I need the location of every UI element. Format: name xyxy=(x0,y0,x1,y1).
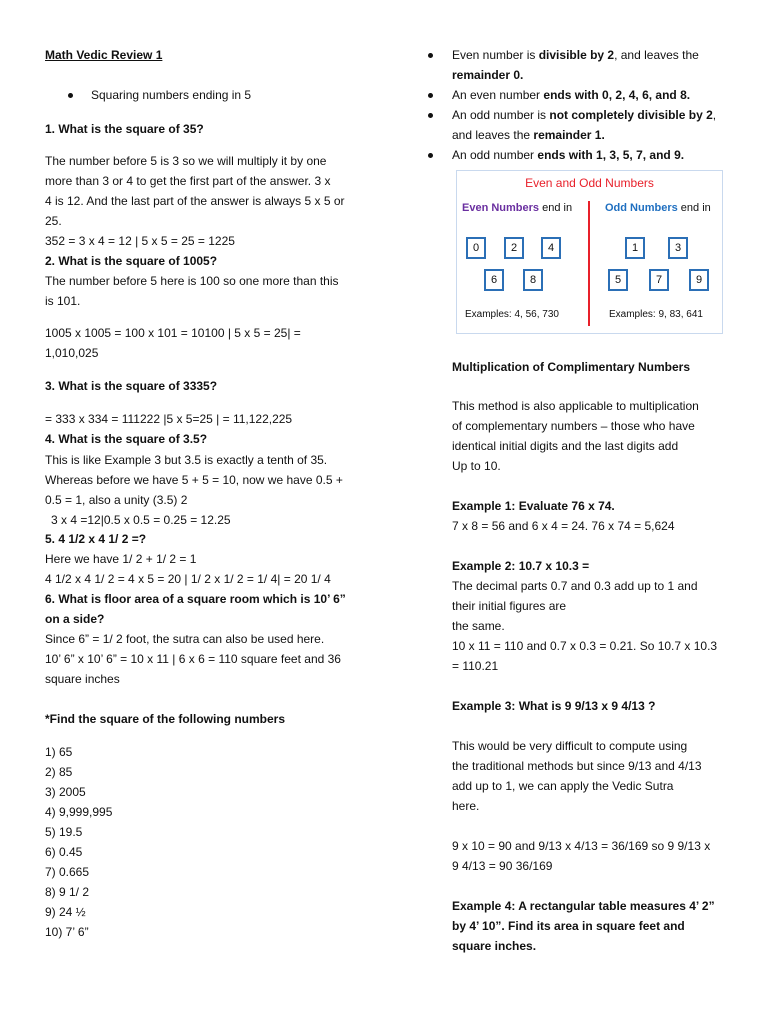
q4-line: Whereas before we have 5 + 5 = 10, now we have 0.5 + xyxy=(45,473,343,487)
text-bold: not completely divisible by 2 xyxy=(549,108,713,122)
text: , and leaves the xyxy=(614,48,699,62)
q5-line: 4 1/2 x 4 1/ 2 = 4 x 5 = 20 | 1/ 2 x 1/ 2 = 1/ 4| = 20 1/ 4 xyxy=(45,572,331,586)
question-3: 3. What is the square of 3335? xyxy=(45,379,218,393)
text-bold: divisible by 2 xyxy=(538,48,615,62)
q4-line: 3 x 4 =12|0.5 x 0.5 = 0.25 = 12.25 xyxy=(51,513,231,527)
bullet-text: Squaring numbers ending in 5 xyxy=(91,88,252,102)
bullet-dot xyxy=(68,93,73,98)
odd-digit-box: 1 xyxy=(625,237,645,259)
example-1-title: Example 1: Evaluate 76 x 74. xyxy=(452,499,615,513)
q2-line: 1005 x 1005 = 100 x 101 = 10100 | 5 x 5 = 25| = xyxy=(45,326,301,340)
example-1-line: 7 x 8 = 56 and 6 x 4 = 24. 76 x 74 = 5,624 xyxy=(452,519,675,533)
end-in: end in xyxy=(542,202,573,214)
example-3-line: the traditional methods but since 9/13 and 4/13 xyxy=(452,759,702,773)
example-2-title: Example 2: 10.7 x 10.3 = xyxy=(452,559,590,573)
example-3-title: Example 3: What is 9 9/13 x 9 4/13 ? xyxy=(452,699,656,713)
odd-digit-box: 3 xyxy=(668,237,688,259)
bullet-dot xyxy=(428,153,433,158)
example-4-title: Example 4: A rectangular table measures 4’ 2” xyxy=(452,899,715,913)
odd-def-line2 xyxy=(452,125,605,145)
even-digit-box: 6 xyxy=(484,269,504,291)
q2-line: The number before 5 here is 100 so one more than this xyxy=(45,274,339,288)
question-4: 4. What is the square of 3.5? xyxy=(45,432,208,446)
question-6-cont: on a side? xyxy=(45,612,105,626)
q6-line: Since 6” = 1/ 2 foot, the sutra can also be used here. xyxy=(45,632,325,646)
exercise-item: 3) 2005 xyxy=(45,785,86,799)
question-1: 1. What is the square of 35? xyxy=(45,122,204,136)
odd-word: Odd Numbers xyxy=(605,202,678,214)
exercise-item: 7) 0.665 xyxy=(45,865,90,879)
text: and leaves the xyxy=(452,128,534,142)
example-3-line: here. xyxy=(452,799,480,813)
odd-digit-box: 5 xyxy=(608,269,628,291)
exercise-item: 5) 19.5 xyxy=(45,825,83,839)
q1-line: 25. xyxy=(45,214,62,228)
question-6: 6. What is floor area of a square room which is 10’ 6” xyxy=(45,592,346,606)
text: , xyxy=(712,108,717,122)
even-def-line xyxy=(452,45,699,65)
example-2-line: = 110.21 xyxy=(452,659,499,673)
example-3-line: 9 4/13 = 90 36/169 xyxy=(452,859,553,873)
page-title: Math Vedic Review 1 xyxy=(45,48,163,62)
odd-examples: Examples: 9, 83, 641 xyxy=(609,309,703,320)
section-heading: Multiplication of Complimentary Numbers xyxy=(452,360,691,374)
example-3-line: add up to 1, we can apply the Vedic Sutra xyxy=(452,779,674,793)
q1-line: more than 3 or 4 to get the first part of the answer. 3 x xyxy=(45,174,331,188)
odd-def-line xyxy=(452,105,716,125)
even-end-line xyxy=(452,85,690,105)
q3-line: = 333 x 334 = 111222 |5 x 5=25 | = 11,122,225 xyxy=(45,412,293,426)
q6-line: 10’ 6” x 10’ 6” = 10 x 11 | 6 x 6 = 110 square feet and 36 xyxy=(45,652,341,666)
example-2-line: 10 x 11 = 110 and 0.7 x 0.3 = 0.21. So 10.7 x 10.3 xyxy=(452,639,718,653)
text: An odd number xyxy=(452,148,538,162)
even-examples: Examples: 4, 56, 730 xyxy=(465,309,559,320)
exercise-item: 1) 65 xyxy=(45,745,73,759)
even-digit-box: 2 xyxy=(504,237,524,259)
even-word: Even Numbers xyxy=(462,202,540,214)
text-bold: remainder 1. xyxy=(533,128,605,142)
divider-line xyxy=(588,201,590,326)
q1-line: 4 is 12. And the last part of the answer is always 5 x 5 or xyxy=(45,194,345,208)
q2-line: 1,010,025 xyxy=(45,346,99,360)
bullet-dot xyxy=(428,53,433,58)
q6-line: square inches xyxy=(45,672,120,686)
even-digit-box: 8 xyxy=(523,269,543,291)
exercise-item: 10) 7’ 6” xyxy=(45,925,89,939)
mult-line: This method is also applicable to multiplication xyxy=(452,399,699,413)
example-3-line: 9 x 10 = 90 and 9/13 x 4/13 = 36/169 so 9 9/13 x xyxy=(452,839,711,853)
text-bold: ends with 1, 3, 5, 7, and 9. xyxy=(537,148,685,162)
text: An odd number is xyxy=(452,108,550,122)
q5-line: Here we have 1/ 2 + 1/ 2 = 1 xyxy=(45,552,197,566)
exercise-item: 6) 0.45 xyxy=(45,845,83,859)
even-def-line2: remainder 0. xyxy=(452,68,524,82)
text-bold: ends with 0, 2, 4, 6, and 8. xyxy=(543,88,691,102)
exercise-heading: *Find the square of the following numbers xyxy=(45,712,286,726)
bullet-dot xyxy=(428,113,433,118)
question-2: 2. What is the square of 1005? xyxy=(45,254,218,268)
exercise-item: 8) 9 1/ 2 xyxy=(45,885,90,899)
even-odd-figure xyxy=(456,170,723,334)
example-4-title: square inches. xyxy=(452,939,537,953)
q1-line: The number before 5 is 3 so we will multiply it by one xyxy=(45,154,327,168)
figure-title: Even and Odd Numbers xyxy=(525,176,654,190)
text: An even number xyxy=(452,88,544,102)
exercise-item: 4) 9,999,995 xyxy=(45,805,113,819)
exercise-item: 2) 85 xyxy=(45,765,73,779)
odd-digit-box: 9 xyxy=(689,269,709,291)
q2-line: is 101. xyxy=(45,294,81,308)
q4-line: 0.5 = 1, also a unity (3.5) 2 xyxy=(45,493,188,507)
example-3-line: This would be very difficult to compute using xyxy=(452,739,688,753)
q1-line: 352 = 3 x 4 = 12 | 5 x 5 = 25 = 1225 xyxy=(45,234,235,248)
example-2-line: The decimal parts 0.7 and 0.3 add up to 1 and xyxy=(452,579,698,593)
bullet-dot xyxy=(428,93,433,98)
even-heading xyxy=(462,202,572,214)
exercise-item: 9) 24 ½ xyxy=(45,905,86,919)
example-4-title: by 4’ 10”. Find its area in square feet and xyxy=(452,919,685,933)
even-digit-box: 4 xyxy=(541,237,561,259)
example-2-line: their initial figures are xyxy=(452,599,567,613)
text: Even number is xyxy=(452,48,539,62)
odd-heading xyxy=(605,202,711,214)
odd-digit-box: 7 xyxy=(649,269,669,291)
end-in: end in xyxy=(680,202,711,214)
mult-line: of complementary numbers – those who have xyxy=(452,419,695,433)
question-5: 5. 4 1/2 x 4 1/ 2 =? xyxy=(45,532,147,546)
q4-line: This is like Example 3 but 3.5 is exactly a tenth of 35. xyxy=(45,453,328,467)
odd-end-line xyxy=(452,145,684,165)
mult-line: identical initial digits and the last digits add xyxy=(452,439,679,453)
example-2-line: the same. xyxy=(452,619,505,633)
even-digit-box: 0 xyxy=(466,237,486,259)
mult-line: Up to 10. xyxy=(452,459,501,473)
